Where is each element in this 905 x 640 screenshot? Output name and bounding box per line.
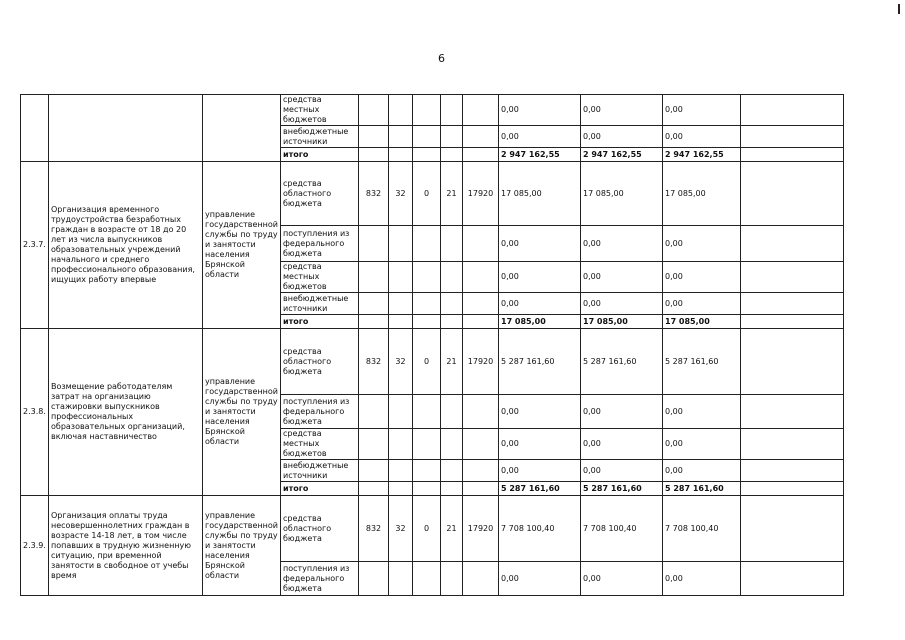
- code-cell: 0: [413, 162, 441, 226]
- value-cell: 0,00: [581, 429, 663, 460]
- code-cell: 21: [441, 162, 463, 226]
- source-regional: средства областного бюджета: [281, 329, 359, 395]
- source-local: средства местных бюджетов: [281, 262, 359, 293]
- code-cell: 32: [389, 496, 413, 562]
- value-cell: 0,00: [581, 395, 663, 429]
- code-cell: 17920: [463, 329, 499, 395]
- code-cell: 17920: [463, 496, 499, 562]
- code-cell: 32: [389, 329, 413, 395]
- value-cell: 0,00: [663, 226, 741, 262]
- executor-cell: [203, 95, 281, 162]
- code-cell: 0: [413, 329, 441, 395]
- code-cell: 17920: [463, 162, 499, 226]
- executor-cell: управление государственной службы по труду и занятости населения Брянской области: [203, 162, 281, 329]
- value-cell: 17 085,00: [499, 162, 581, 226]
- item-name-cell: Организация оплаты труда несовершеннолетних граждан в возрасте 14-18 лет, в том числе попавших в трудную жизненную ситуацию, при временной занятости в свободное от учебы время: [49, 496, 203, 596]
- code-cell: 21: [441, 496, 463, 562]
- value-cell: 0,00: [663, 395, 741, 429]
- value-cell: 0,00: [499, 562, 581, 596]
- budget-table: [20, 94, 844, 596]
- executor-cell: управление государственной службы по труду и занятости населения Брянской области: [203, 496, 281, 596]
- total-cell: 2 947 162,55: [663, 148, 741, 162]
- value-cell: 5 287 161,60: [499, 329, 581, 395]
- source-extra: внебюджетные источники: [281, 293, 359, 315]
- table-row: [21, 329, 844, 395]
- value-cell: 17 085,00: [663, 162, 741, 226]
- value-cell: 0,00: [581, 293, 663, 315]
- value-cell: 0,00: [663, 95, 741, 126]
- table-row: [21, 95, 844, 126]
- source-extra: внебюджетные источники: [281, 126, 359, 148]
- value-cell: 0,00: [499, 460, 581, 482]
- source-total: итого: [281, 148, 359, 162]
- value-cell: 7 708 100,40: [581, 496, 663, 562]
- source-extra: внебюджетные источники: [281, 460, 359, 482]
- value-cell: 0,00: [663, 262, 741, 293]
- value-cell: 0,00: [581, 460, 663, 482]
- value-cell: 0,00: [581, 126, 663, 148]
- value-cell: 0,00: [663, 293, 741, 315]
- source-federal: поступления из федерального бюджета: [281, 562, 359, 596]
- total-cell: 17 085,00: [663, 315, 741, 329]
- item-id-cell: 2.3.8.: [21, 329, 49, 496]
- value-cell: 7 708 100,40: [499, 496, 581, 562]
- source-federal: поступления из федерального бюджета: [281, 395, 359, 429]
- item-id-cell: [21, 95, 49, 162]
- scan-edge-mark: [898, 4, 900, 14]
- value-cell: 0,00: [581, 95, 663, 126]
- page-number: 6: [438, 52, 445, 65]
- code-cell: 832: [359, 329, 389, 395]
- item-id-cell: 2.3.9.: [21, 496, 49, 596]
- total-cell: 2 947 162,55: [581, 148, 663, 162]
- value-cell: 5 287 161,60: [663, 329, 741, 395]
- value-cell: 0,00: [581, 226, 663, 262]
- value-cell: 0,00: [663, 562, 741, 596]
- value-cell: 0,00: [663, 126, 741, 148]
- total-cell: 17 085,00: [499, 315, 581, 329]
- value-cell: 0,00: [499, 262, 581, 293]
- executor-cell: управление государственной службы по труду и занятости населения Брянской области: [203, 329, 281, 496]
- total-cell: 5 287 161,60: [499, 482, 581, 496]
- value-cell: 5 287 161,60: [581, 329, 663, 395]
- value-cell: 0,00: [581, 562, 663, 596]
- code-cell: 21: [441, 329, 463, 395]
- item-name-cell: Организация временного трудоустройства безработных граждан в возрасте от 18 до 20 лет из числа выпускников образовательных учреждений начального и среднего профессионального образования, ищущих работу впервые: [49, 162, 203, 329]
- item-name-cell: [49, 95, 203, 162]
- source-federal: поступления из федерального бюджета: [281, 226, 359, 262]
- table-row: [21, 496, 844, 562]
- source-regional: средства областного бюджета: [281, 162, 359, 226]
- value-cell: 0,00: [499, 395, 581, 429]
- value-cell: 0,00: [499, 226, 581, 262]
- value-cell: 0,00: [663, 460, 741, 482]
- source-total: итого: [281, 482, 359, 496]
- value-cell: 0,00: [499, 429, 581, 460]
- value-cell: 0,00: [499, 126, 581, 148]
- value-cell: 7 708 100,40: [663, 496, 741, 562]
- source-regional: средства областного бюджета: [281, 496, 359, 562]
- value-cell: 0,00: [499, 95, 581, 126]
- item-id-cell: 2.3.7.: [21, 162, 49, 329]
- source-total: итого: [281, 315, 359, 329]
- value-cell: 17 085,00: [581, 162, 663, 226]
- table-row: [21, 162, 844, 226]
- code-cell: 832: [359, 496, 389, 562]
- total-cell: 2 947 162,55: [499, 148, 581, 162]
- value-cell: 0,00: [581, 262, 663, 293]
- item-name-cell: Возмещение работодателям затрат на организацию стажировки выпускников профессиональных образовательных организаций, включая наставничество: [49, 329, 203, 496]
- total-cell: 5 287 161,60: [581, 482, 663, 496]
- total-cell: 17 085,00: [581, 315, 663, 329]
- code-cell: 832: [359, 162, 389, 226]
- code-cell: 0: [413, 496, 441, 562]
- value-cell: 0,00: [499, 293, 581, 315]
- source-local: средства местных бюджетов: [281, 429, 359, 460]
- code-cell: 32: [389, 162, 413, 226]
- total-cell: 5 287 161,60: [663, 482, 741, 496]
- source-local: средства местных бюджетов: [281, 95, 359, 126]
- value-cell: 0,00: [663, 429, 741, 460]
